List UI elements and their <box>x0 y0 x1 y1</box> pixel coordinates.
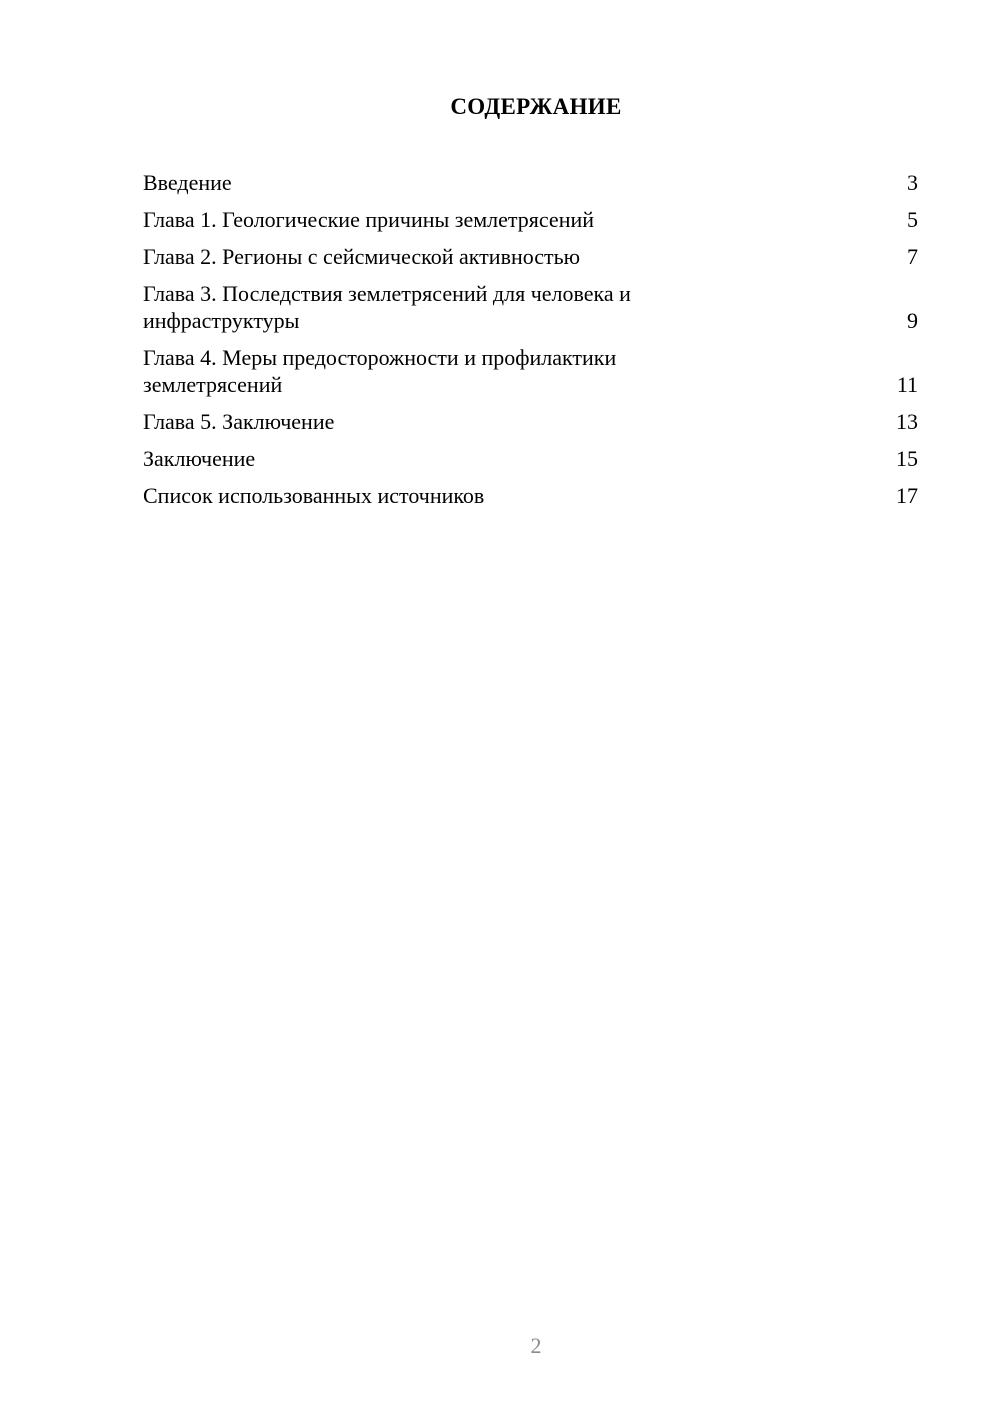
toc-entry-chapter-1 <box>143 206 918 233</box>
toc-entry-text <box>143 408 334 435</box>
toc-entry-text <box>143 206 594 233</box>
toc-entry-text <box>143 445 255 472</box>
toc-entry-line: землетрясений <box>143 372 283 397</box>
toc-entry-line: Глава 4. Меры предосторожности и профилактики <box>143 345 617 370</box>
toc-entry-line: Глава 3. Последствия землетрясений для человека и <box>143 281 631 306</box>
toc-entry-conclusion <box>143 445 918 472</box>
toc-entry-text <box>143 482 484 509</box>
toc-entry-page: 11 <box>896 372 918 397</box>
toc-entry-line: Глава 1. Геологические причины землетрясений <box>143 207 595 232</box>
toc-entry-chapter-3 <box>143 280 918 334</box>
toc-entry-introduction <box>143 169 918 196</box>
toc-entry-line: инфраструктуры <box>143 308 300 333</box>
toc-entry-chapter-4 <box>143 344 918 398</box>
toc-title: СОДЕРЖАНИЕ <box>450 94 622 119</box>
toc-entry-line: Заключение <box>143 446 256 471</box>
toc-entry-page: 13 <box>896 409 918 434</box>
toc-entry-page: 9 <box>907 308 918 333</box>
toc-entry-line: Введение <box>143 170 232 195</box>
toc-entry-chapter-5 <box>143 408 918 435</box>
toc-entry-line: Глава 2. Регионы с сейсмической активностью <box>143 244 581 269</box>
toc-entry-page: 15 <box>896 446 918 471</box>
toc-entry-line: Список использованных источников <box>143 483 485 508</box>
page-number: 2 <box>530 1333 542 1358</box>
toc-entry-text <box>143 344 616 398</box>
toc-entry-text <box>143 280 631 334</box>
toc-entry-page: 7 <box>907 244 918 269</box>
toc-entry-text <box>143 243 580 270</box>
toc-list <box>143 169 918 519</box>
toc-entry-line: Глава 5. Заключение <box>143 409 335 434</box>
toc-entry-text <box>143 169 232 196</box>
toc-entry-page: 3 <box>907 170 918 195</box>
toc-entry-references <box>143 482 918 509</box>
toc-entry-chapter-2 <box>143 243 918 270</box>
toc-entry-page: 17 <box>896 483 918 508</box>
toc-entry-page: 5 <box>907 207 918 232</box>
